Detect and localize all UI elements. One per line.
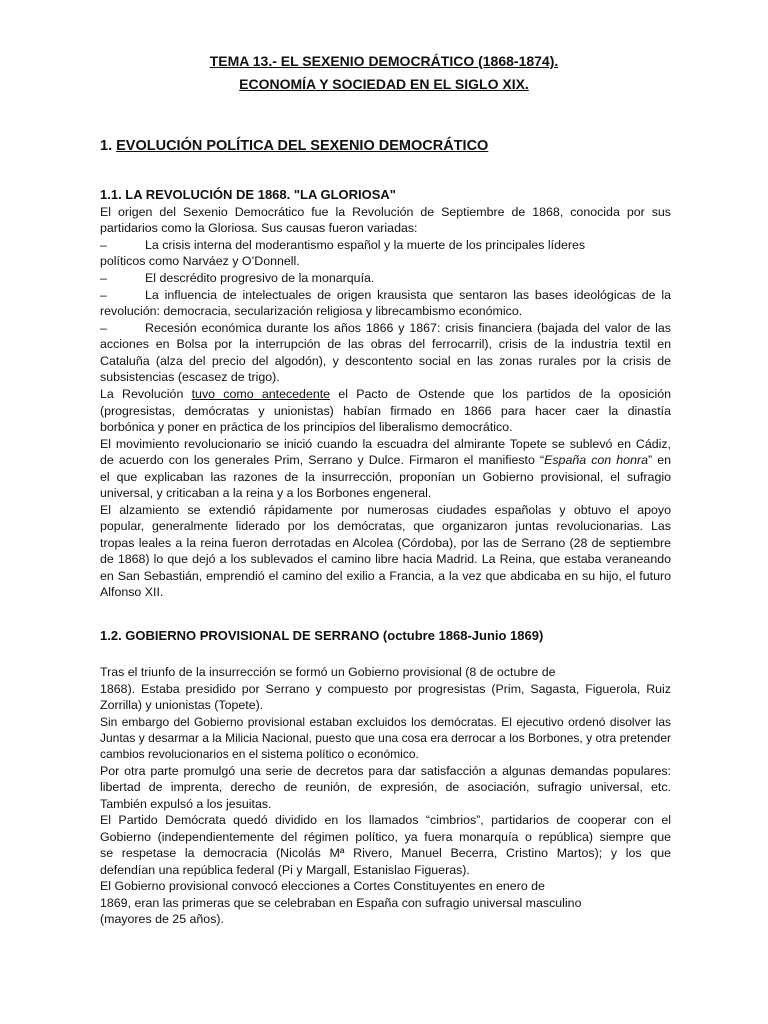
paragraph-line: universal, y criticaban a la reina y a los Borbones engeneral. (100, 486, 432, 500)
subsection-1-2-heading: 1.2. GOBIERNO PROVISIONAL DE SERRANO (octubre 1868-Junio 1869) (100, 628, 544, 643)
paragraph-line: acciones en Bolsa por la interrupción de las obras del ferrocarril), crisis de la industria textil en (100, 337, 671, 351)
paragraph-line: Sin embargo del Gobierno provisional estaban excluidos los demócratas. El ejecutivo ordenó disolver las (100, 715, 671, 729)
list-item (100, 270, 671, 286)
paragraph-line: cambios revolucionarios en el sistema político o económico. (100, 747, 419, 761)
dash-bullet: – (100, 271, 107, 285)
paragraph-line: (progresistas, demócratas y unionistas) habían firmado en 1866 para hacer caer la dinastía (100, 404, 671, 418)
paragraph-line: Cataluña (alza del precio del algodón), y descontento social en las zonas rurales por la crisis de (100, 354, 671, 368)
section-1-heading (100, 137, 488, 155)
paragraph-line: en San Sebastián, emprendió el camino del exilio a Francia, a la vez que abdicaba en su hijo, el futuro (100, 569, 671, 583)
paragraph-line: se respetase la democracia (Nicolás Mª Rivero, Manuel Becerra, Cristino Martos); y los que (100, 846, 671, 860)
title-line-1-text: TEMA 13.- EL SEXENIO DEMOCRÁTICO (1868-1874). (209, 53, 559, 69)
underlined-text: tuvo como antecedente (191, 387, 331, 401)
paragraph-line: de 1868) lo que dejó a los sublevados el camino libre hacia Madrid. La Reina, que estaba veraneando (100, 552, 671, 566)
paragraph-line: Por otra parte promulgó una serie de decretos para dar satisfacción a algunas demandas populares: (100, 764, 671, 778)
list-item-text: El descrédito progresivo de la monarquía. (145, 271, 375, 285)
paragraph-line: borbónica y poner en práctica de los principios del liberalismo democrático. (100, 420, 513, 434)
paragraph-line: revolución: democracia, secularización religiosa y librecambismo económico. (100, 304, 523, 318)
paragraph-line: El origen del Sexenio Democrático fue la Revolución de Septiembre de 1868, conocida por sus (100, 205, 671, 219)
document-title-line-1 (0, 52, 768, 70)
paragraph-line: el que explicaban las razones de la insurrección, proponían un Gobierno provisional, el sufragio (100, 470, 671, 484)
list-item (100, 287, 671, 303)
list-item (100, 320, 671, 336)
list-item-text: La influencia de intelectuales de origen krausista que sentaron las bases ideológicas de la (145, 288, 671, 302)
paragraph-line: subsistencias (escasez de trigo). (100, 370, 280, 384)
list-item-text: La crisis interna del moderantismo español y la muerte de los principales líderes (145, 238, 586, 252)
section-1-title: EVOLUCIÓN POLÍTICA DEL SEXENIO DEMOCRÁTICO (116, 138, 489, 154)
paragraph-line: popular, generalmente liderado por los demócratas, que organizaron juntas revolucionarias. Las (100, 519, 671, 533)
paragraph-line: El Partido Demócrata quedó dividido en los llamados “cimbrios”, partidarios de cooperar con el (100, 813, 671, 827)
list-item (100, 237, 671, 253)
paragraph-line: Juntas y desarmar a la Milicia Nacional, puesto que una cosa era derrocar a los Borbones, y otra pretender (100, 731, 671, 745)
section-1-number: 1. (100, 138, 117, 154)
paragraph-line: También expulsó a los jesuitas. (100, 797, 272, 811)
paragraph-line: El alzamiento se extendió rápidamente por numerosas ciudades españolas y obtuvo el apoyo (100, 503, 671, 517)
italic-manifesto-title: España con honra (544, 453, 648, 467)
paragraph-line: (mayores de 25 años). (100, 912, 224, 926)
paragraph-line: Zorrilla) y unionistas (Topete). (100, 698, 264, 712)
paragraph-line: libertad de imprenta, derecho de reunión, de expresión, de asociación, sufragio universal, etc. (100, 780, 671, 794)
paragraph-line (100, 386, 671, 402)
text-run: el Pacto de Ostende que los partidos de la oposición (330, 387, 671, 401)
dash-bullet: – (100, 288, 107, 302)
paragraph-line: políticos como Narváez y O’Donnell. (100, 254, 300, 268)
paragraph-line: Alfonso XII. (100, 585, 164, 599)
paragraph-line: El movimiento revolucionario se inició cuando la escuadra del almirante Topete se sublevó en Cádiz, (100, 437, 671, 451)
paragraph-line: 1868). Estaba presidido por Serrano y compuesto por progresistas (Prim, Sagasta, Figuerola, Ruiz (100, 682, 671, 696)
paragraph-line: Gobierno (independientemente del régimen político, ya fuera monarquía o república) siempre que (100, 830, 671, 844)
paragraph-line (100, 452, 671, 468)
paragraph-line: tropas leales a la reina fueron derrotadas en Alcolea (Córdoba), por las de Serrano (28 de septiembre (100, 536, 671, 550)
text-run: de acuerdo con los generales Prim, Serrano y Dulce. Firmaron el manifiesto “ (100, 453, 545, 467)
list-item-text: Recesión económica durante los años 1866 y 1867: crisis financiera (bajada del valor de las (145, 321, 671, 335)
paragraph-line: Tras el triunfo de la insurrección se formó un Gobierno provisional (8 de octubre de (100, 665, 556, 679)
paragraph-line: 1869, eran las primeras que se celebraban en España con sufragio universal masculino (100, 896, 582, 910)
dash-bullet: – (100, 238, 107, 252)
title-line-2-text: ECONOMÍA Y SOCIEDAD EN EL SIGLO XIX. (239, 76, 529, 92)
document-title-line-2 (0, 75, 768, 93)
text-run: ” en (647, 453, 671, 467)
paragraph-line: partidarios como la Gloriosa. Sus causas fueron variadas: (100, 221, 418, 235)
dash-bullet: – (100, 321, 107, 335)
paragraph-line: defendían una república federal (Pi y Margall, Estanislao Figueras). (100, 863, 470, 877)
subsection-1-1-heading: 1.1. LA REVOLUCIÓN DE 1868. "LA GLORIOSA" (100, 187, 396, 202)
paragraph-line: El Gobierno provisional convocó elecciones a Cortes Constituyentes en enero de (100, 879, 545, 893)
text-run: La Revolución (100, 387, 192, 401)
